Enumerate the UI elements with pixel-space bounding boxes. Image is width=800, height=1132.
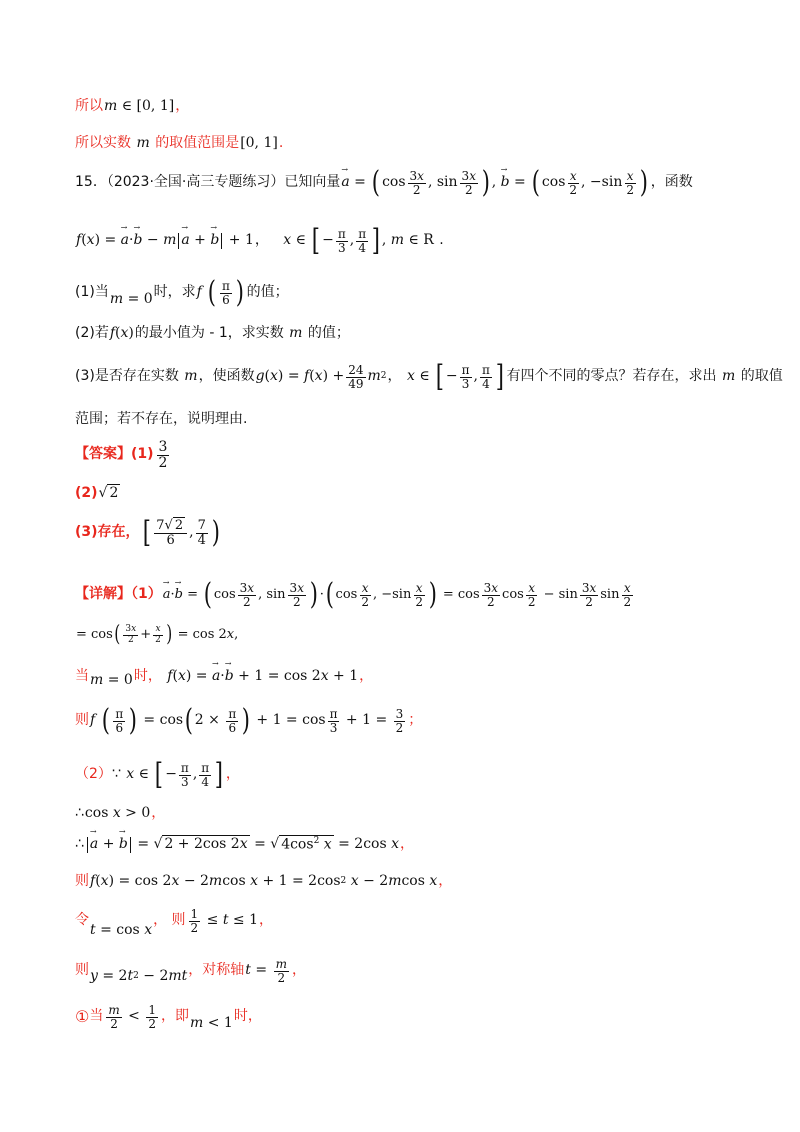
detail-line-2 (75, 624, 239, 646)
math-detail-6: cos x > 0 (84, 805, 151, 821)
var-m: m (132, 135, 155, 151)
math-domain: x ∈ [ − $\frac{\pi}{3}$ , $\frac{\pi}{4}$ ] , m ∈ R (283, 223, 434, 258)
detail-tag: 【详解】（1） (75, 586, 162, 603)
line-range-conclusion: 所以实数 m 的取值范围是 [0, 1] . (75, 135, 284, 151)
q15-part3-cont (75, 411, 247, 429)
math-g-def: g ( x ) = f ( x ) + $\frac{24}{49}$ m 2 (255, 362, 387, 391)
text-yousi: 有四个不同的零点？若存在，求出 (506, 368, 717, 385)
math-detail-5: x ∈ [ − $\frac{\pi}{3}$ , $\frac{\pi}{4}$ ] (126, 757, 224, 792)
math-detail-1: → a · → b = ( cos $\frac{3x}{2}$ , sin $\frac{3x}{2}$ ) · ( cos $\frac{x}{2}$ , −sin $\frac{x}{2}$ ) = cos $\frac{3x}{2}$ cos $\frac{x}{2}$ − sin $\frac{3x}{2}$ sin $\frac{x}{2}$ (163, 580, 635, 610)
q15-function-def: f ( x ) = → a · → b − m → a + → b + 1 ， x ∈ [ − $\frac{\pi}{3}$ , $\frac{\pi}{4}$ ] , m ∈ R . (75, 226, 444, 256)
text-quzhi: 的取值范围是 (155, 135, 240, 151)
math-interval-01: [0, 1] (240, 135, 278, 151)
math-detail-4: f ( $\frac{\pi}{6}$ ) = cos ( 2 × $\frac{\pi}{6}$ ) + 1 = cos $\frac{\pi}{3}$ + 1 = $\frac{3}{2}$ (90, 703, 404, 738)
math-detail-10b: t = $\frac{m}{2}$ (245, 957, 287, 985)
math-detail-2: = cos ( $\frac{3x}{2}$ + $\frac{x}{2}$ ) = cos 2 x , (76, 622, 239, 647)
math-detail-9a: t = cos x (90, 922, 153, 939)
math-m-in-01: m ∈ [0, 1] (104, 98, 175, 114)
detail-line-6: ∴ cos x > 0 ， (75, 805, 166, 821)
answer-3-label: (3)存在， (75, 524, 140, 541)
math-fx: f ( x ) (109, 325, 134, 341)
q15-part3: (3) 是否存在实数 m ，使函数 g ( x ) = f ( x ) + $\frac{24}{49}$ m 2 ， x ∈ [ − $\frac{\pi}{3}$ , $\frac{\pi}{4}$ ] 有四个不同的零点？若存在，求出 m 的取值 (75, 359, 783, 394)
q15-part2: (2) 若 f ( x ) 的最小值为 - 1，求实数 m 的值； (75, 325, 350, 341)
answer-2-label: (2) (75, 484, 98, 501)
q15-header: 15．（2023·全国·高三专题练习）已知向量 (75, 174, 341, 191)
text-shifou: 是否存在实数 (94, 368, 179, 385)
math-detail-3: f ( x ) = → a · → b + 1 = cos 2 x + 1 (167, 668, 358, 686)
text-hanshu: ，函数 (650, 174, 693, 191)
text-shihan: ，使函数 (198, 368, 255, 385)
math-detail-8: f ( x ) = cos 2 x − 2 m cos x + 1 = 2cos 2 x − 2 m cos x (90, 873, 438, 889)
answer-2-value: √ 2 (98, 484, 119, 501)
text-dezhi: 的值； (246, 284, 289, 301)
answer-line-2 (75, 484, 121, 503)
answer-1-value: $\frac{3}{2}$ (158, 439, 168, 471)
q15-part1: (1) 当 m = 0 时，求 f ( $\frac{\pi}{6}$ ) 的值； (75, 275, 289, 310)
detail-line-3: 当 m = 0 时， f ( x ) = → a · → b + 1 = cos 2 x + 1 ， (75, 668, 373, 686)
math-detail-10a: y = 2 t 2 − 2 mt (90, 968, 188, 985)
text-shiqiu: 时，求 (153, 284, 196, 301)
text-suoyi: 所以 (75, 98, 103, 114)
detail-line-7: ∴ → a + → b = √ 2 + 2cos 2x = √ $4\cos^2$ x = 2cos x ， (75, 835, 414, 854)
answer-3-value: [ $\frac{7√ 2}{6}$ , $\frac{7}{4}$ ) (142, 515, 220, 550)
detail-line-9: 令 t = cos x ， 则 $\frac{1}{2}$ ≤ t ≤ 1 ， (75, 907, 274, 939)
detail-line-5: （2） ∵ x ∈ [ − $\frac{\pi}{3}$ , $\frac{\pi}{4}$ ] ， (75, 757, 240, 792)
math-detail-7: → a + → b = √ 2 + 2cos 2x = √ $4\cos^2$ x = 2cos x (85, 835, 399, 854)
detail-line-1 (75, 577, 636, 612)
text-suoyi-shishu: 所以实数 (75, 135, 131, 151)
math-detail-11b: m < 1 (190, 1015, 233, 1032)
line-m-in-01: 所以 m ∈ [0, 1] ， (75, 98, 190, 114)
answer-tag: 【答案】 (75, 446, 131, 463)
math-m-eq-0: m = 0 (109, 291, 153, 308)
math-vector-a-b: → a = ( cos $\frac{3x}{2}$ , sin $\frac{3x}{2}$ ) , → b = ( cos $\frac{x}{2}$ , −sin $\frac{x}{2}$ ) (341, 168, 649, 198)
detail-line-8: 则 f ( x ) = cos 2 x − 2 m cos x + 1 = 2cos 2 x − 2 m cos x ， (75, 873, 453, 889)
detail-line-10: 则 y = 2 t 2 − 2 mt ，对称轴 t = $\frac{m}{2}$ ， (75, 957, 306, 985)
text-dang: 当 (94, 284, 109, 301)
detail-line-4: 则 f ( $\frac{\pi}{6}$ ) = cos ( 2 × $\frac{\pi}{6}$ ) + 1 = cos $\frac{\pi}{3}$ + 1 = $\frac{3}{2}$ ； (75, 703, 423, 738)
math-f-def: f ( x ) = → a · → b − m → a + → b + 1 (76, 232, 254, 250)
math-f-pi6: f ( $\frac{\pi}{6}$ ) (196, 275, 244, 310)
detail-line-11: ① 当 $\frac{m}{2}$ < $\frac{1}{2}$ ，即 m < 1 时， (75, 1003, 262, 1032)
math-detail-11a: $\frac{m}{2}$ < $\frac{1}{2}$ (108, 1003, 157, 1031)
text-p3-cont: 范围；若不存在，说明理由. (75, 411, 248, 427)
math-domain-2: x ∈ [ − $\frac{\pi}{3}$ , $\frac{\pi}{4}$ ] (406, 359, 504, 394)
text-ruo: 若 (94, 325, 109, 341)
text-quzhi2: 的取值 (740, 368, 783, 385)
answer-line-3 (75, 515, 223, 550)
q15-intro (75, 165, 693, 200)
text-dezhi2: 的值； (307, 325, 350, 341)
answer-1-label: (1) (131, 446, 154, 463)
answer-line-1 (75, 440, 172, 470)
math-detail-9b: $\frac{1}{2}$ ≤ t ≤ 1 (190, 907, 259, 935)
text-zuixiao: 的最小值为 - 1，求实数 (134, 325, 284, 341)
